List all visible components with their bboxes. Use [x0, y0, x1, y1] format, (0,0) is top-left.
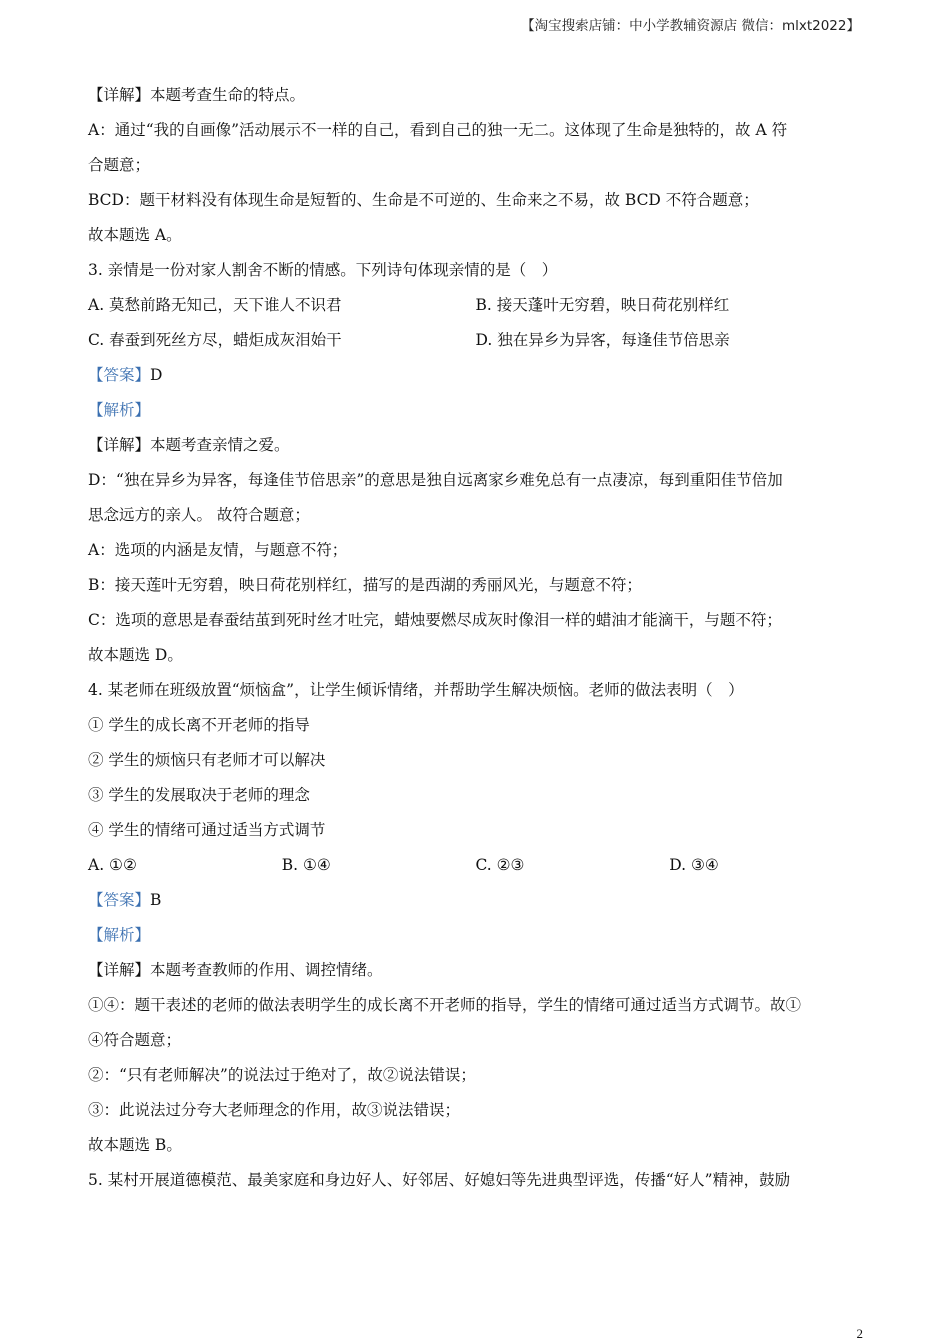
question-5-stem: 5. 某村开展道德模范、最美家庭和身边好人、好邻居、好媳妇等先进典型评选，传播“好人”精神，鼓励: [88, 1171, 791, 1189]
answer-label: 【答案】: [88, 891, 151, 909]
analysis-label: 【解析】: [88, 401, 151, 419]
answer-label: 【答案】: [88, 366, 151, 384]
question-4-options: [88, 848, 863, 883]
text-line: 【详解】本题考查生命的特点。: [88, 86, 306, 104]
text-line: D：“独在异乡为异客，每逢佳节倍思亲”的意思是独自远离家乡难免总有一点凄凉，每到重阳佳节倍加: [88, 471, 783, 489]
option-a: A. ①②: [88, 856, 137, 874]
text-line: A：选项的内涵是友情，与题意不符；: [88, 541, 348, 559]
option-c: C. 春蚕到死丝方尽，蜡炬成灰泪始干: [88, 331, 342, 349]
statement-1: ① 学生的成长离不开老师的指导: [88, 716, 310, 734]
question-3-stem: 3. 亲情是一份对家人割舍不断的情感。下列诗句体现亲情的是（ ）: [88, 261, 558, 279]
text-line: B：接天莲叶无穷碧，映日荷花别样红，描写的是西湖的秀丽风光，与题意不符；: [88, 576, 642, 594]
text-line: 合题意；: [88, 156, 151, 174]
text-line: ③：此说法过分夸大老师理念的作用，故③说法错误；: [88, 1101, 461, 1119]
option-d: D. ③④: [669, 856, 719, 874]
question-4-stem: 4. 某老师在班级放置“烦恼盒”，让学生倾诉情绪，并帮助学生解决烦恼。老师的做法表明（ ）: [88, 681, 744, 699]
text-line: 故本题选 A。: [88, 226, 182, 244]
option-c: C. ②③: [475, 856, 525, 874]
text-line: ①④：题干表述的老师的做法表明学生的成长离不开老师的指导，学生的情绪可通过适当方式调节。故①: [88, 996, 802, 1014]
analysis-line: [88, 393, 863, 428]
statement-2: ② 学生的烦恼只有老师才可以解决: [88, 751, 326, 769]
answer-value: B: [150, 891, 162, 909]
statement-3: ③ 学生的发展取决于老师的理念: [88, 786, 310, 804]
text-line: 【详解】本题考查亲情之爱。: [88, 436, 290, 454]
text-line: BCD：题干材料没有体现生命是短暂的、生命是不可逆的、生命来之不易，故 BCD 不符合题意；: [88, 191, 759, 209]
option-b: B. 接天蓬叶无穷碧，映日荷花别样红: [475, 296, 730, 314]
option-b: B. ①④: [281, 856, 331, 874]
text-line: ④符合题意；: [88, 1031, 182, 1049]
analysis-label: 【解析】: [88, 926, 151, 944]
text-line: 思念远方的亲人。 故符合题意；: [88, 506, 310, 524]
question-3-options-row-1: [88, 288, 863, 323]
page-header: 【淘宝搜索店铺：中小学教辅资源店 微信：mlxt2022】: [521, 18, 860, 34]
text-line: ②：“只有老师解决”的说法过于绝对了，故②说法错误；: [88, 1066, 476, 1084]
text-line: 故本题选 D。: [88, 646, 183, 664]
document-body: [88, 78, 863, 1198]
analysis-line: [88, 918, 863, 953]
text-line: A：通过“我的自画像”活动展示不一样的自己，看到自己的独一无二。这体现了生命是独特的，故 A 符: [88, 121, 788, 139]
option-d: D. 独在异乡为异客，每逢佳节倍思亲: [475, 331, 730, 349]
text-line: 故本题选 B。: [88, 1136, 182, 1154]
statement-4: ④ 学生的情绪可通过适当方式调节: [88, 821, 326, 839]
answer-line: [88, 883, 863, 918]
answer-line: [88, 358, 863, 393]
question-3-options-row-2: [88, 323, 863, 358]
text-line: 【详解】本题考查教师的作用、调控情绪。: [88, 961, 383, 979]
answer-value: D: [150, 366, 163, 384]
text-line: C：选项的意思是春蚕结茧到死时丝才吐完，蜡烛要燃尽成灰时像泪一样的蜡油才能滴干，与题不符；: [88, 611, 782, 629]
page-number: 2: [856, 1326, 863, 1341]
option-a: A. 莫愁前路无知己，天下谁人不识君: [88, 296, 342, 314]
